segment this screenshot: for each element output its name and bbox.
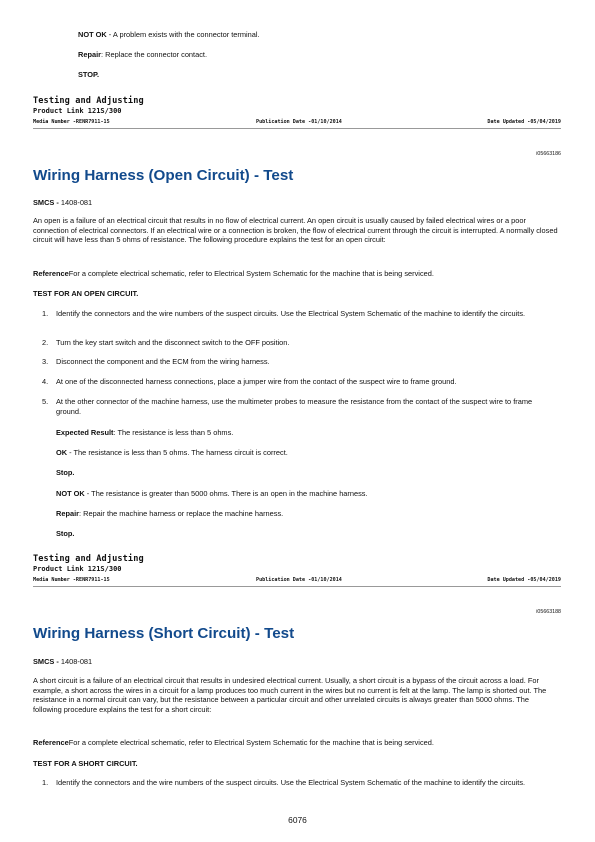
page-number: 6076 xyxy=(288,815,307,825)
step-number: 3. xyxy=(42,357,49,366)
header-title: Testing and Adjusting xyxy=(33,96,144,106)
test-title: TEST FOR A SHORT CIRCUIT. xyxy=(33,759,138,768)
header-divider xyxy=(33,586,561,587)
step-number: 4. xyxy=(42,377,49,386)
intro-paragraph: A short circuit is a failure of an electrical circuit that results in undesired electrical current. Usually, a short circuit is a bypass of the circuit across a load. For example, a short across the wires in a circuit for a lamp produces too much current in the wires but no current is felt at the lamp. The lamp is shorted out. The resistance in a normal circuit can vary, but the resistance between a particular circuit and other unrelated circuits is always greater than 5000 ohms. The following procedure explains the test for a short circuit: xyxy=(33,676,547,714)
notok-label: NOT OK xyxy=(78,30,107,39)
step-text: At the other connector of the machine harness, use the multimeter probes to measure the resistance from the contact of the suspect wire to frame ground. xyxy=(56,397,533,416)
section-id: i05663188 xyxy=(536,609,561,615)
step-text: Turn the key start switch and the disconnect switch to the OFF position. xyxy=(56,338,290,347)
header-product: Product Link 121S/300 xyxy=(33,107,122,115)
section-title: Wiring Harness (Open Circuit) - Test xyxy=(33,167,294,184)
notok-label: NOT OK xyxy=(56,489,85,498)
header-media: Media Number -RENR7911-15 xyxy=(33,119,110,125)
smcs-label: SMCS - xyxy=(33,198,61,207)
step-number: 1. xyxy=(42,309,49,318)
repair-line xyxy=(56,509,556,519)
ok-text: - The resistance is less than 5 ohms. The harness circuit is correct. xyxy=(67,448,288,457)
repair-label: Repair xyxy=(56,509,80,518)
reference-text: For a complete electrical schematic, refer to Electrical System Schematic for the machine that is being serviced. xyxy=(68,738,434,747)
reference-label: Reference xyxy=(33,738,69,747)
ok-result xyxy=(56,448,556,458)
header-updated: Date Updated -05/04/2019 xyxy=(487,577,561,583)
notok-text: - The resistance is greater than 5000 ohms. There is an open in the machine harness. xyxy=(84,489,368,498)
top-repair xyxy=(78,50,578,60)
expected-label: Expected Result xyxy=(56,428,114,437)
expected-result xyxy=(56,428,556,438)
repair-text: : Replace the connector contact. xyxy=(101,50,208,59)
reference-line xyxy=(33,738,558,748)
step-number: 5. xyxy=(42,397,49,406)
smcs-value: 1408-081 xyxy=(60,657,93,666)
notok-text: - A problem exists with the connector terminal. xyxy=(106,30,260,39)
section-id: i05663186 xyxy=(536,151,561,157)
repair-text: : Repair the machine harness or replace the machine harness. xyxy=(79,509,284,518)
step-number: 2. xyxy=(42,338,49,347)
header-title: Testing and Adjusting xyxy=(33,554,144,564)
ok-label: OK xyxy=(56,448,68,457)
test-title: TEST FOR AN OPEN CIRCUIT. xyxy=(33,289,139,298)
step-text: Identify the connectors and the wire numbers of the suspect circuits. Use the Electrical System Schematic of the machine to identify the circuits. xyxy=(56,309,526,318)
reference-text: For a complete electrical schematic, refer to Electrical System Schematic for the machine that is being serviced. xyxy=(68,269,434,278)
section-title: Wiring Harness (Short Circuit) - Test xyxy=(33,625,295,642)
reference-line xyxy=(33,269,558,279)
expected-text: : The resistance is less than 5 ohms. xyxy=(113,428,234,437)
header-pubdate: Publication Date -01/10/2014 xyxy=(256,119,342,125)
step-text: Disconnect the component and the ECM from the wiring harness. xyxy=(56,357,270,366)
smcs-value: 1408-081 xyxy=(60,198,93,207)
step-number: 1. xyxy=(42,778,49,787)
reference-label: Reference xyxy=(33,269,69,278)
header-product: Product Link 121S/300 xyxy=(33,565,122,573)
top-stop: STOP. xyxy=(78,70,100,79)
repair-label: Repair xyxy=(78,50,102,59)
smcs-label: SMCS - xyxy=(33,657,61,666)
header-pubdate: Publication Date -01/10/2014 xyxy=(256,577,342,583)
stop-line: Stop. xyxy=(56,468,75,477)
stop-line: Stop. xyxy=(56,529,75,538)
notok-result xyxy=(56,489,556,499)
header-divider xyxy=(33,128,561,129)
header-media: Media Number -RENR7911-15 xyxy=(33,577,110,583)
intro-paragraph: An open is a failure of an electrical circuit that results in no flow of electrical current. An open circuit is usually caused by failed electrical wires or a poor connection of electrical connectors. If an electrical wire or a connection is broken, the flow of electrical current through the circuit is interrupted. A normally closed circuit will have less than 5 ohms of resistance. The following procedure explains the test for an open circuit: xyxy=(33,216,558,245)
step-text: Identify the connectors and the wire numbers of the suspect circuits. Use the Electrical System Schematic of the machine to identify the circuits. xyxy=(56,778,526,787)
top-notok xyxy=(78,30,578,40)
smcs-line xyxy=(33,198,558,208)
step-text: At one of the disconnected harness connections, place a jumper wire from the contact of the suspect wire to frame ground. xyxy=(56,377,457,386)
smcs-line xyxy=(33,657,558,667)
header-updated: Date Updated -05/04/2019 xyxy=(487,119,561,125)
